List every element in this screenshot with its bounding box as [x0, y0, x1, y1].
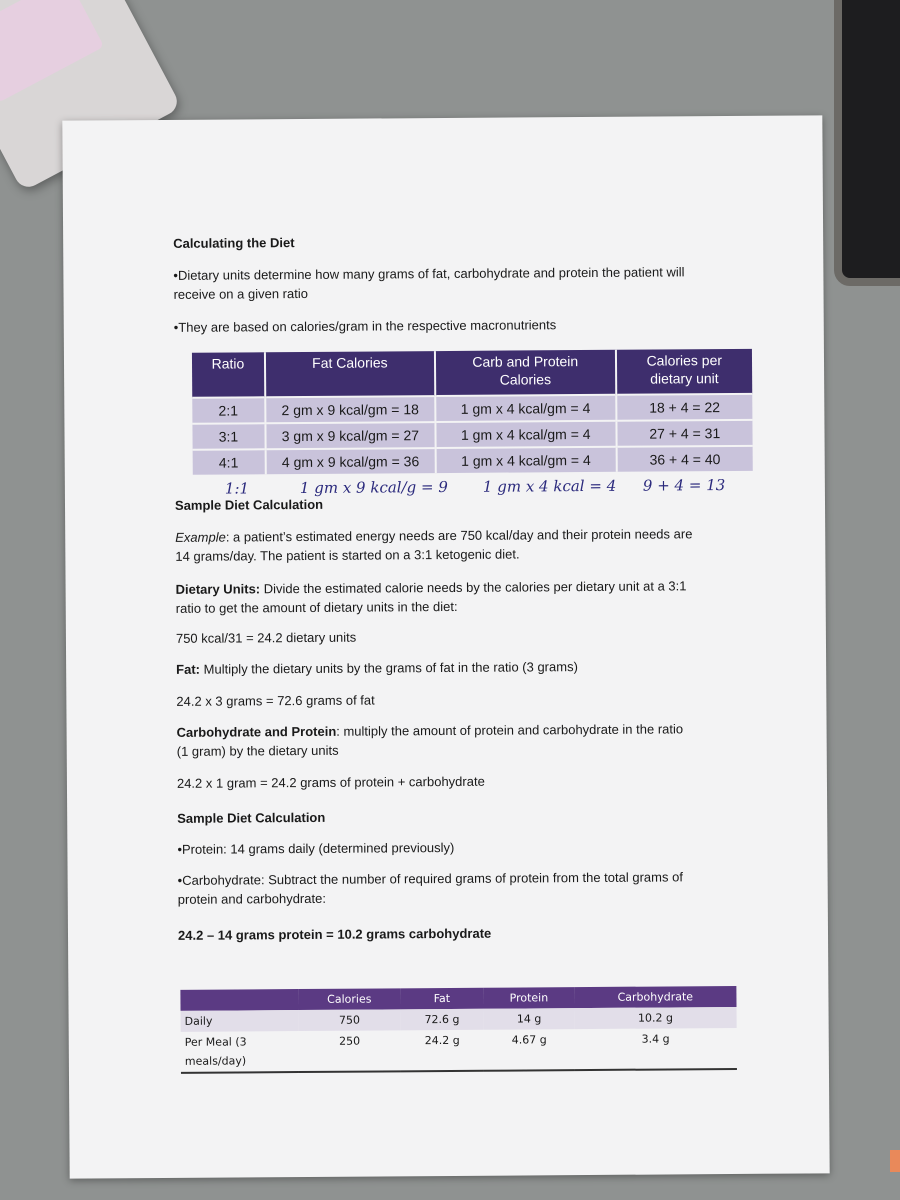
example-paragraph	[175, 524, 695, 566]
cell-carb: 1 gm x 4 kcal/gm = 4	[436, 447, 617, 473]
summary-header-protein: Protein	[484, 987, 575, 1009]
table-row	[193, 446, 753, 475]
units-text: Divide the estimated calorie needs by the calories per dietary unit at a 3:1 ratio to get the amount of dietary units in the diet:	[175, 578, 687, 616]
carb-result: 24.2 – 14 grams protein = 10.2 grams carbohydrate	[177, 925, 492, 943]
summary-row-per-meal	[181, 1028, 737, 1073]
units-label: Dietary Units:	[175, 581, 261, 597]
bullet-calories-gram: •They are based on calories/gram in the respective macronutrients	[173, 317, 557, 335]
summary-cell-protein: 4.67 g	[484, 1029, 575, 1071]
carb-protein-paragraph	[177, 719, 697, 761]
desk-object-panel	[0, 0, 104, 103]
printed-page	[62, 115, 829, 1178]
table-row	[192, 394, 752, 424]
fat-text: Multiply the dietary units by the grams of fat in the ratio (3 grams)	[199, 659, 578, 677]
summary-cell-carbohydrate: 3.4 g	[574, 1028, 737, 1070]
summary-cell-carbohydrate: 10.2 g	[574, 1007, 736, 1029]
summary-cell-label: Daily	[181, 1010, 299, 1032]
summary-header-calories: Calories	[298, 988, 400, 1010]
handwritten-ratio: 1:1	[224, 479, 250, 498]
header-calories-per-unit: Calories per dietary unit	[615, 349, 752, 395]
bullet-dietary-units: •Dietary units determine how many grams of fat, carbohydrate and protein the patient will receive on a given ratio	[173, 264, 685, 302]
summary-cell-label: Per Meal (3 meals/day)	[181, 1031, 299, 1073]
cell-ratio: 4:1	[193, 449, 266, 475]
table-row	[192, 420, 752, 450]
summary-cell-protein: 14 g	[484, 1008, 575, 1030]
cell-fat: 2 gm x 9 kcal/gm = 18	[265, 396, 435, 423]
summary-cell-calories: 750	[299, 1009, 401, 1031]
summary-header-blank	[180, 989, 298, 1011]
summary-cell-calories: 250	[299, 1030, 401, 1072]
desk-mark	[890, 1150, 900, 1172]
cell-fat: 3 gm x 9 kcal/gm = 27	[265, 422, 435, 449]
cell-fat: 4 gm x 9 kcal/gm = 36	[265, 448, 435, 474]
header-ratio: Ratio	[192, 352, 265, 398]
dietary-units-paragraph	[176, 576, 696, 618]
bullet-carbohydrate: •Carbohydrate: Subtract the number of required grams of protein from the total grams of protein and carbohydrate:	[177, 869, 683, 907]
header-carb-protein: Carb and Protein Calories	[435, 350, 616, 396]
section-title-sample: Sample Diet Calculation	[174, 496, 324, 513]
summary-header-fat: Fat	[400, 988, 484, 1010]
example-text: : a patient’s estimated energy needs are 750 kcal/day and their protein needs are 14 grams/day. The patient is started on a 3:1 ketogenic diet.	[175, 526, 693, 564]
fat-label: Fat:	[176, 661, 201, 677]
cell-ratio: 3:1	[192, 423, 265, 450]
cell-total: 36 + 4 = 40	[616, 446, 753, 472]
ratio-table-header	[192, 349, 752, 398]
handwritten-carb: 1 gm x 4 kcal = 4	[482, 476, 617, 496]
phone-edge	[834, 0, 900, 286]
cp-label: Carbohydrate and Protein	[176, 723, 337, 740]
cell-carb: 1 gm x 4 kcal/gm = 4	[435, 395, 616, 422]
cp-calc: 24.2 x 1 gram = 24.2 grams of protein + carbohydrate	[176, 773, 485, 791]
summary-cell-fat: 24.2 g	[400, 1030, 484, 1072]
cell-total: 27 + 4 = 31	[616, 420, 753, 447]
section-title-calculating: Calculating the Diet	[173, 235, 295, 251]
cell-carb: 1 gm x 4 kcal/gm = 4	[435, 421, 616, 448]
fat-paragraph	[176, 656, 696, 679]
units-calc: 750 kcal/31 = 24.2 dietary units	[175, 629, 357, 646]
cell-total: 18 + 4 = 22	[616, 394, 753, 421]
example-label: Example	[175, 529, 226, 545]
cell-ratio: 2:1	[192, 397, 265, 424]
fat-calc: 24.2 x 3 grams = 72.6 grams of fat	[176, 692, 375, 709]
section-title-sample-2: Sample Diet Calculation	[177, 809, 326, 826]
handwritten-total: 9 + 4 = 13	[642, 476, 726, 495]
summary-table	[180, 986, 737, 1074]
ratio-table	[192, 349, 753, 475]
bullet-protein: •Protein: 14 grams daily (determined previously)	[177, 839, 455, 857]
cp-text: : multiply the amount of protein and carbohydrate in the ratio (1 gram) by the dietary units	[176, 721, 684, 759]
handwritten-fat: 1 gm x 9 kcal/g = 9	[299, 477, 448, 498]
summary-cell-fat: 72.6 g	[400, 1009, 484, 1031]
header-fat-calories: Fat Calories	[265, 351, 435, 397]
summary-header-carbohydrate: Carbohydrate	[574, 986, 736, 1008]
